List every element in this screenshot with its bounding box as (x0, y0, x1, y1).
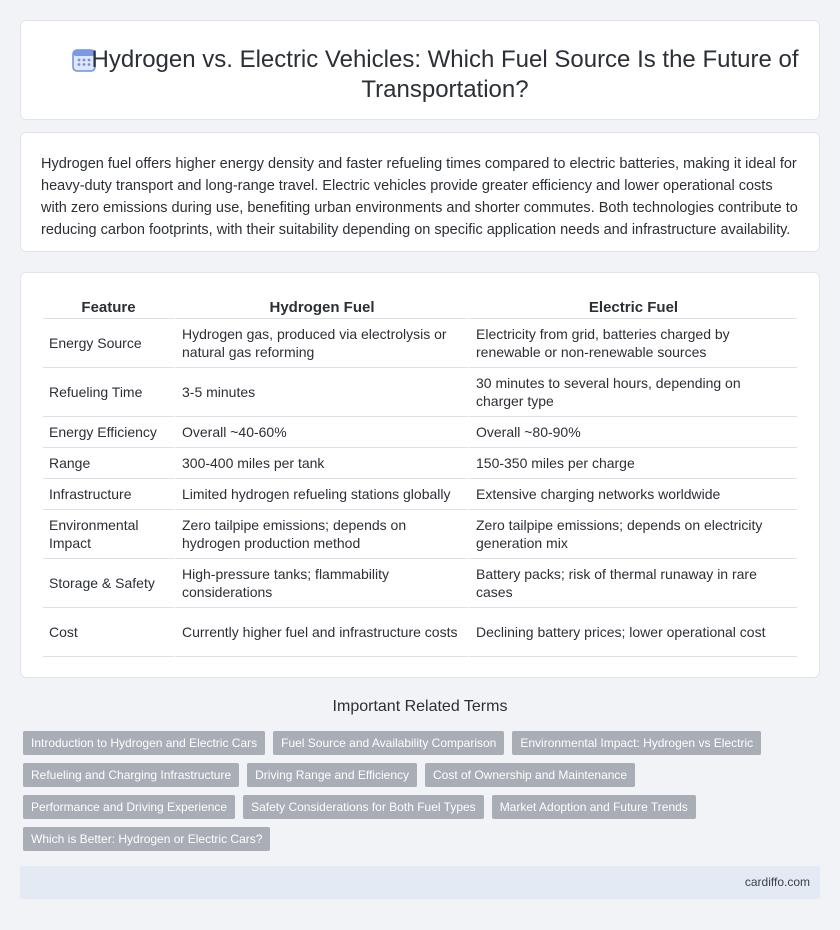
feature-cell: Refueling Time (43, 368, 174, 417)
summary-card (20, 132, 820, 252)
page-title: Hydrogen vs. Electric Vehicles: Which Fuel Source Is the Future of Transportation? (91, 46, 799, 103)
hydrogen-cell: Limited hydrogen refueling stations globally (174, 479, 468, 510)
table-row (43, 417, 797, 448)
related-term-tag[interactable]: Refueling and Charging Infrastructure (23, 763, 239, 787)
feature-cell: Energy Efficiency (43, 417, 174, 448)
hydrogen-cell: Zero tailpipe emissions; depends on hydrogen production method (174, 510, 468, 559)
hydrogen-cell: High-pressure tanks; flammability considerations (174, 559, 468, 608)
footer-site-link[interactable]: cardiffo.com (744, 875, 810, 889)
header-hydrogen: Hydrogen Fuel (174, 295, 468, 319)
related-terms-heading: Important Related Terms (332, 698, 508, 715)
electric-cell: Battery packs; risk of thermal runaway in rare cases (468, 559, 797, 608)
summary-text: Hydrogen fuel offers higher energy density and faster refueling times compared to electric batteries, making it ideal for heavy-duty transport and long-range travel. Electric vehicles provide greater efficiency and lower operational costs with zero emissions during use, benefiting urban environments and shorter commutes. Both technologies contribute to reducing carbon footprints, with their suitability depending on specific application needs and infrastructure availability. (41, 156, 798, 238)
related-term-tag[interactable]: Market Adoption and Future Trends (492, 795, 696, 819)
electric-cell: Declining battery prices; lower operational cost (468, 608, 797, 657)
feature-cell: Storage & Safety (43, 559, 174, 608)
related-term-tag[interactable]: Driving Range and Efficiency (247, 763, 417, 787)
electric-cell: 30 minutes to several hours, depending on charger type (468, 368, 797, 417)
electric-cell: Electricity from grid, batteries charged by renewable or non-renewable sources (468, 319, 797, 368)
feature-cell: Range (43, 448, 174, 479)
hydrogen-cell: 300-400 miles per tank (174, 448, 468, 479)
electric-cell: Overall ~80-90% (468, 417, 797, 448)
table-row (43, 559, 797, 608)
related-term-tag[interactable]: Fuel Source and Availability Comparison (273, 731, 504, 755)
electric-cell: Zero tailpipe emissions; depends on electricity generation mix (468, 510, 797, 559)
related-term-tag[interactable]: Introduction to Hydrogen and Electric Cars (23, 731, 265, 755)
table-row (43, 479, 797, 510)
feature-cell: Environmental Impact (43, 510, 174, 559)
related-terms-list (23, 731, 823, 859)
table-row (43, 608, 797, 657)
table-row (43, 448, 797, 479)
related-term-tag[interactable]: Which is Better: Hydrogen or Electric Cars? (23, 827, 270, 851)
feature-cell: Energy Source (43, 319, 174, 368)
table-row (43, 319, 797, 368)
header-feature: Feature (43, 295, 174, 319)
table-header-row (43, 295, 797, 319)
related-term-tag[interactable]: Performance and Driving Experience (23, 795, 235, 819)
table-row (43, 368, 797, 417)
hydrogen-cell: Overall ~40-60% (174, 417, 468, 448)
hydrogen-cell: Hydrogen gas, produced via electrolysis or natural gas reforming (174, 319, 468, 368)
hydrogen-cell: 3-5 minutes (174, 368, 468, 417)
related-term-tag[interactable]: Cost of Ownership and Maintenance (425, 763, 635, 787)
footer (20, 866, 820, 899)
feature-cell: Infrastructure (43, 479, 174, 510)
electric-cell: Extensive charging networks worldwide (468, 479, 797, 510)
electric-cell: 150-350 miles per charge (468, 448, 797, 479)
header-electric: Electric Fuel (468, 295, 797, 319)
feature-cell: Cost (43, 608, 174, 657)
related-term-tag[interactable]: Safety Considerations for Both Fuel Types (243, 795, 484, 819)
hydrogen-cell: Currently higher fuel and infrastructure costs (174, 608, 468, 657)
comparison-table-card (20, 272, 820, 678)
comparison-table (43, 295, 797, 657)
title-card (20, 20, 820, 120)
table-row (43, 510, 797, 559)
related-term-tag[interactable]: Environmental Impact: Hydrogen vs Electric (512, 731, 761, 755)
